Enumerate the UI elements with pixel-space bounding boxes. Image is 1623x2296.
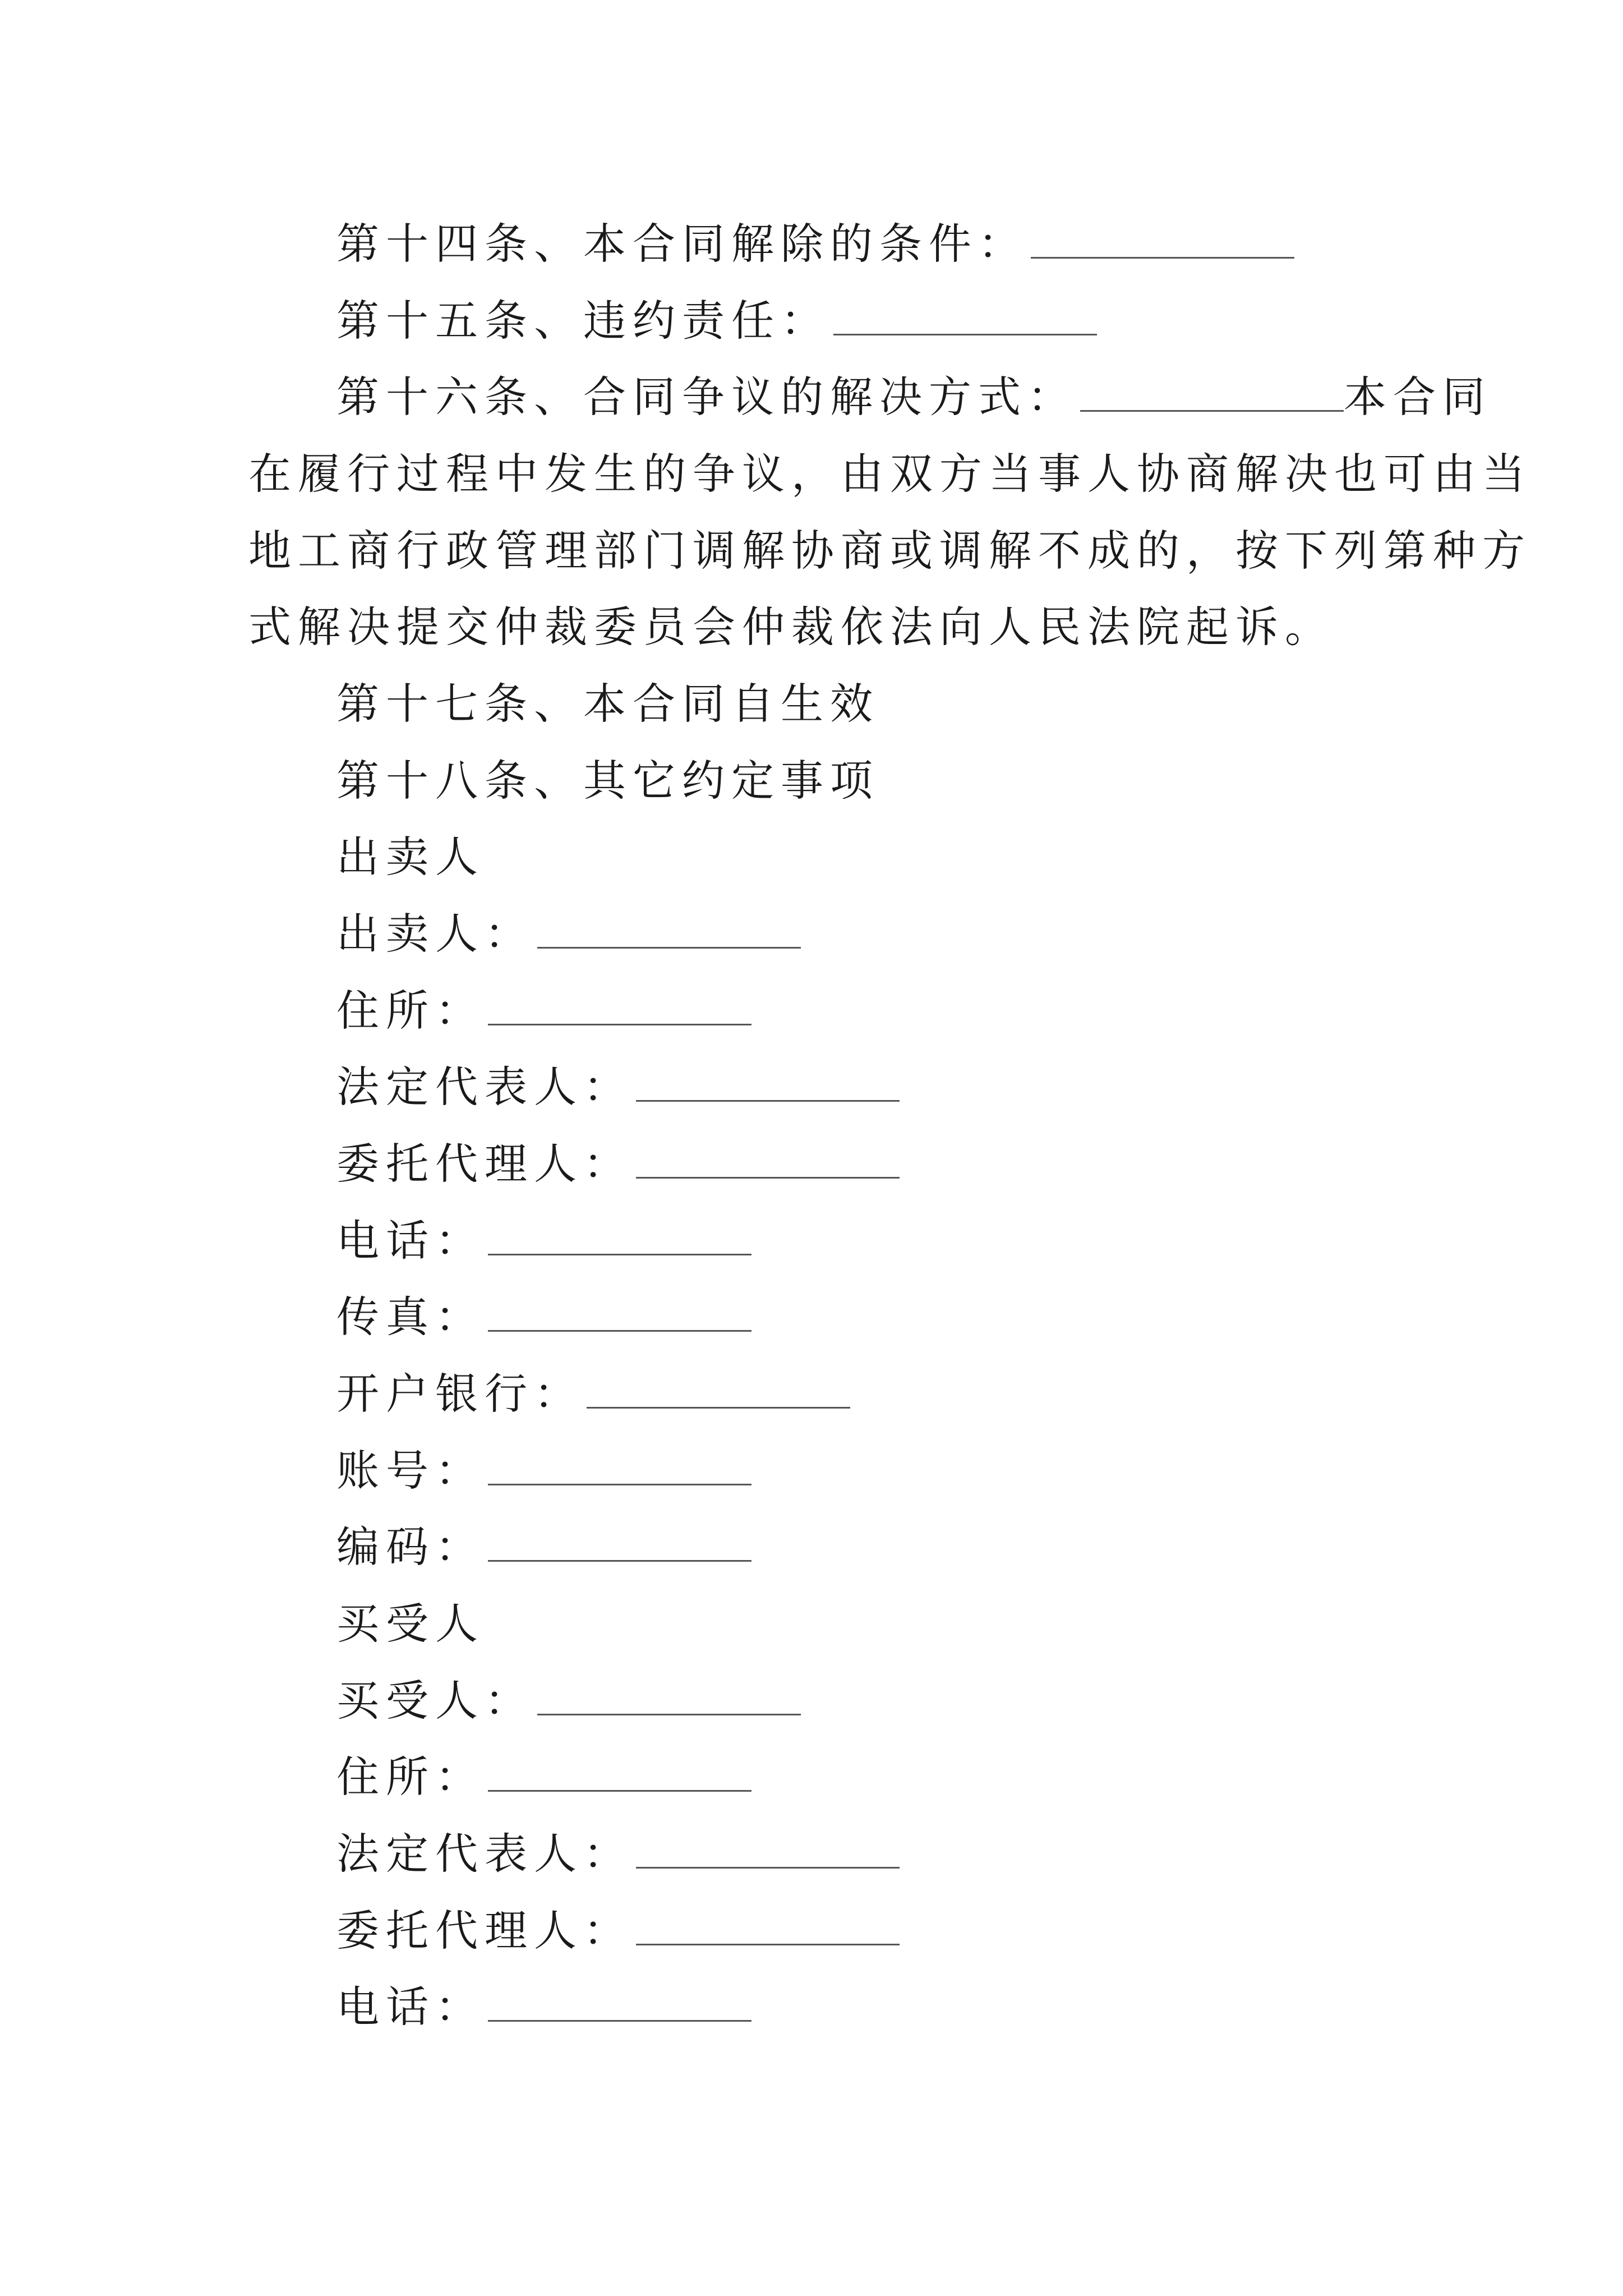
- seller-fax-label: 传真：: [336, 1292, 485, 1342]
- article-16-blank[interactable]: [1080, 371, 1344, 412]
- buyer-phone-field: [336, 1979, 751, 2035]
- article-16-line-4: 式解决提交仲裁委员会仲裁依法向人民法院起诉。: [248, 602, 1334, 652]
- buyer-address-blank[interactable]: [488, 1751, 751, 1792]
- seller-postcode-field: [336, 1519, 751, 1575]
- seller-postcode-label: 编码：: [336, 1522, 485, 1572]
- article-16-tail: 本合同: [1344, 372, 1492, 422]
- seller-legal-rep-blank[interactable]: [636, 1061, 900, 1102]
- buyer-agent-label: 委托代理人：: [336, 1906, 633, 1955]
- buyer-legal-rep-field: [336, 1826, 900, 1882]
- buyer-address-label: 住所：: [336, 1752, 485, 1802]
- seller-bank-field: [336, 1366, 850, 1422]
- article-18: 第十八条、其它约定事项: [336, 756, 879, 806]
- buyer-name-field: [336, 1673, 801, 1729]
- seller-name-blank[interactable]: [537, 908, 801, 949]
- seller-heading: 出卖人: [336, 832, 485, 882]
- seller-account-blank[interactable]: [488, 1444, 751, 1485]
- article-17: 第十七条、本合同自生效: [336, 679, 879, 729]
- seller-account-field: [336, 1443, 751, 1499]
- buyer-legal-rep-blank[interactable]: [636, 1828, 900, 1869]
- seller-phone-field: [336, 1213, 751, 1269]
- seller-account-label: 账号：: [336, 1446, 485, 1496]
- seller-bank-label: 开户银行：: [336, 1369, 583, 1419]
- article-16-line-2: 在履行过程中发生的争议，由双方当事人协商解决也可由当: [248, 449, 1532, 499]
- buyer-heading: 买受人: [336, 1599, 485, 1649]
- seller-postcode-blank[interactable]: [488, 1521, 751, 1562]
- seller-fax-blank[interactable]: [488, 1291, 751, 1332]
- article-14: [336, 216, 1294, 272]
- seller-name-label: 出卖人：: [336, 909, 534, 959]
- seller-address-field: [336, 983, 751, 1039]
- seller-phone-label: 电话：: [336, 1216, 485, 1266]
- buyer-agent-field: [336, 1903, 900, 1959]
- buyer-phone-blank[interactable]: [488, 1981, 751, 2022]
- article-16-line-3: 地工商行政管理部门调解协商或调解不成的，按下列第种方: [248, 526, 1532, 576]
- buyer-phone-label: 电话：: [336, 1982, 485, 2032]
- seller-address-blank[interactable]: [488, 984, 751, 1025]
- buyer-address-field: [336, 1749, 751, 1805]
- seller-legal-rep-label: 法定代表人：: [336, 1062, 633, 1112]
- seller-bank-blank[interactable]: [587, 1368, 850, 1409]
- buyer-name-label: 买受人：: [336, 1676, 534, 1726]
- seller-agent-label: 委托代理人：: [336, 1139, 633, 1189]
- buyer-legal-rep-label: 法定代表人：: [336, 1829, 633, 1879]
- seller-legal-rep-field: [336, 1059, 900, 1115]
- buyer-name-blank[interactable]: [537, 1674, 801, 1715]
- seller-fax-field: [336, 1289, 751, 1345]
- seller-name-field: [336, 906, 801, 962]
- seller-agent-field: [336, 1136, 900, 1192]
- article-16-label: 第十六条、合同争议的解决方式：: [336, 372, 1077, 422]
- seller-agent-blank[interactable]: [636, 1138, 900, 1179]
- article-14-blank[interactable]: [1031, 218, 1294, 259]
- seller-address-label: 住所：: [336, 986, 485, 1036]
- article-15-blank[interactable]: [833, 295, 1097, 335]
- article-15-label: 第十五条、违约责任：: [336, 296, 830, 346]
- article-14-label: 第十四条、本合同解除的条件：: [336, 219, 1027, 269]
- seller-phone-blank[interactable]: [488, 1214, 751, 1255]
- article-15: [336, 293, 1097, 349]
- buyer-agent-blank[interactable]: [636, 1904, 900, 1945]
- article-16: [336, 369, 1492, 425]
